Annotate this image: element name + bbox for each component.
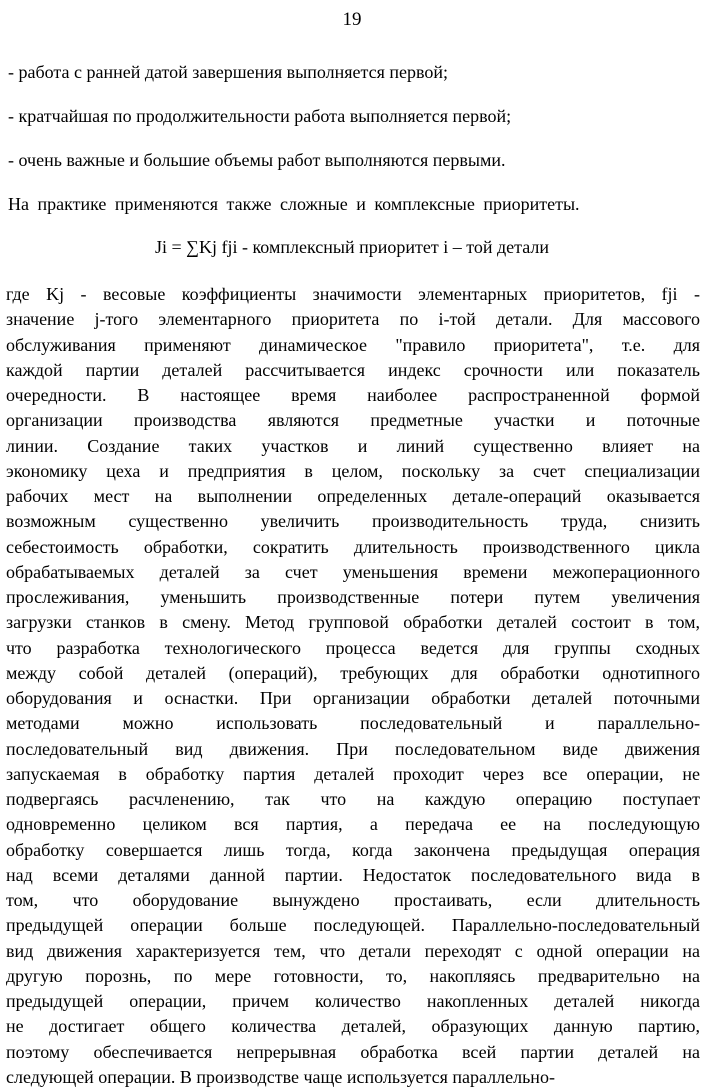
body-paragraph [6, 282, 700, 1090]
body-line: предыдущей операции больше последующей. Параллельно-последовательный [6, 915, 700, 936]
body-line: рабочих мест на выполнении определенных детале-операций оказывается [6, 486, 700, 506]
body-line: предыдущей операции, причем количество накопленных деталей никогда [6, 991, 700, 1011]
body-line: организации производства являются предметные участки и поточные [6, 410, 700, 431]
body-line: не достигает общего количества деталей, образующих данную партию, [6, 1016, 700, 1037]
body-line: где Kj - весовые коэффициенты значимости элементарных приоритетов, fji - [6, 284, 700, 304]
bullet-item: - очень важные и большие объемы работ выполняются первыми. [8, 150, 506, 170]
page-number: 19 [342, 9, 362, 30]
body-line: каждой партии деталей рассчитывается индекс срочности или показатель [6, 359, 700, 380]
body-line: следующей операции. В производстве чаще используется параллельно- [6, 1066, 555, 1087]
body-line: обработку совершается лишь тогда, когда закончена предыдущая операция [6, 839, 700, 860]
body-line: обрабатываемых деталей за счет уменьшения времени межоперационного [6, 561, 700, 582]
body-line: возможным существенно увеличить производительность труда, снизить [6, 511, 700, 532]
body-line: оборудования и оснастки. При организации обработки деталей поточными [6, 688, 700, 708]
body-line: методами можно использовать последовательный и параллельно- [6, 713, 700, 734]
body-line: вид движения характеризуется тем, что детали переходят с одной операции на [6, 940, 700, 961]
body-line: запускаемая в обработку партия деталей проходит через все операции, не [6, 763, 700, 784]
body-line: одновременно целиком вся партия, а передача ее на последующую [6, 814, 700, 835]
bullet-item: - кратчайшая по продолжительности работа выполняется первой; [8, 106, 512, 126]
body-line: загрузки станков в смену. Метод групповой обработки деталей состоит в том, [6, 612, 700, 633]
body-line: себестоимость обработки, сократить длительность производственного цикла [6, 536, 700, 557]
body-line: обслуживания применяют динамическое "правило приоритета", т.е. для [6, 334, 700, 355]
body-line: другую порознь, по мере готовности, то, накопляясь предварительно на [6, 965, 700, 986]
body-line: прослеживания, уменьшить производственные потери путем увеличения [6, 587, 700, 607]
body-line: подвергаясь расчленению, так что на каждую операцию поступает [6, 789, 700, 809]
intro-paragraph: На практике применяются также сложные и комплексные приоритеты. [8, 194, 580, 214]
body-line: линии. Создание таких участков и линий существенно влияет на [6, 435, 700, 456]
body-line: между собой деталей (операций), требующих для обработки однотипного [6, 662, 700, 683]
bullet-item: - работа с ранней датой завершения выполняется первой; [8, 62, 449, 82]
body-line: что разработка технологического процесса ведется для группы сходных [6, 637, 700, 658]
body-line: очередности. В настоящее время наиболее распространенной формой [6, 385, 700, 405]
body-line: экономику цеха и предприятия в целом, поскольку за счет специализации [6, 460, 700, 481]
body-line: поэтому обеспечивается непрерывная обработка всей партии деталей на [6, 1041, 700, 1062]
body-line: том, что оборудование вынуждено простаивать, если длительность [6, 890, 700, 910]
body-line: значение j-того элементарного приоритета по i-той детали. Для массового [6, 309, 700, 330]
formula-line: Ji = ∑Kj fji - комплексный приоритет i – той детали [155, 237, 549, 257]
body-line: над всеми деталями данной партии. Недостаток последовательного вида в [6, 864, 700, 885]
body-line: последовательный вид движения. При последовательном виде движения [6, 738, 700, 759]
